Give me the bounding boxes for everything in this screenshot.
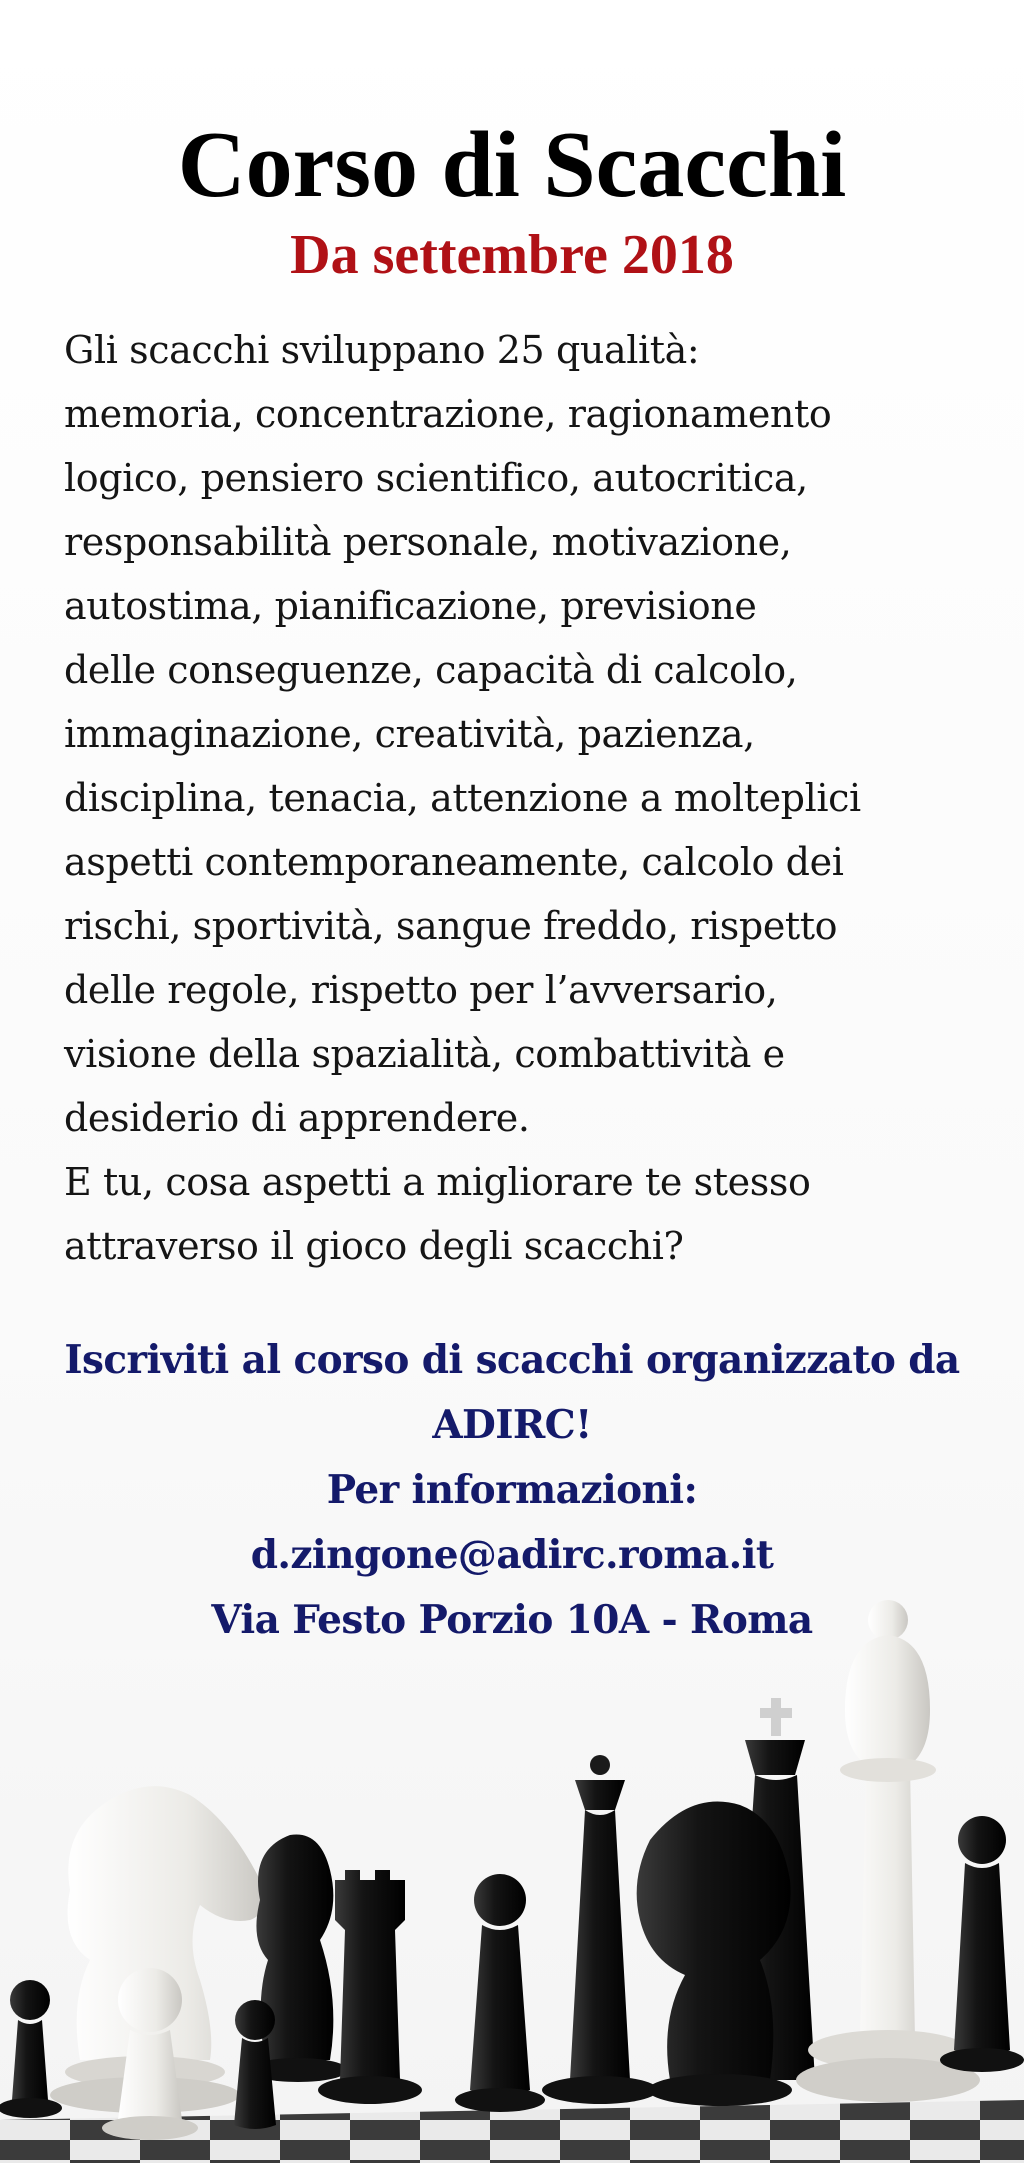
cta-invite: Iscriviti al corso di scacchi organizzato da [64,1337,960,1383]
pawn-icon [234,2000,276,2129]
body-line: visione della spazialità, combattività e [64,1032,785,1076]
body-line: rischi, sportività, sangue freddo, rispetto [64,904,838,948]
bishop-icon [796,1600,980,2102]
body-line: memoria, concentrazione, ragionamento [64,392,832,436]
body-line: immaginazione, creatività, pazienza, [64,712,755,756]
body-line: responsabilità personale, motivazione, [64,520,792,564]
queen-icon [542,1755,658,2104]
flyer-title: Corso di Scacchi [177,113,847,217]
body-line: delle regole, rispetto per l’avversario, [64,968,778,1012]
body-line: aspetti contemporaneamente, calcolo dei [64,840,844,884]
body-line: Gli scacchi sviluppano 25 qualità: [64,328,700,372]
cta-info-label: Per informazioni: [326,1467,698,1513]
chess-pieces-illustration [0,1580,1024,2163]
body-line: delle conseguenze, capacità di calcolo, [64,648,798,692]
body-line: disciplina, tenacia, attenzione a molteplici [64,776,861,820]
body-line: E tu, cosa aspetti a migliorare te stesso [64,1160,811,1204]
contact-email: d.zingone@adirc.roma.it [250,1532,774,1578]
qualities-paragraph [64,318,1004,1278]
body-line: desiderio di apprendere. [64,1096,530,1140]
body-line: attraverso il gioco degli scacchi? [64,1224,684,1268]
cta-organizer: ADIRC! [432,1402,592,1448]
contact-address: Via Festo Porzio 10A - Roma [211,1597,813,1643]
body-line: autostima, pianificazione, previsione [64,584,757,628]
pawn-icon [940,1816,1024,2072]
body-line: logico, pensiero scientifico, autocritica, [64,456,808,500]
flyer-subtitle: Da settembre 2018 [290,224,734,286]
pawn-icon [455,1874,545,2112]
